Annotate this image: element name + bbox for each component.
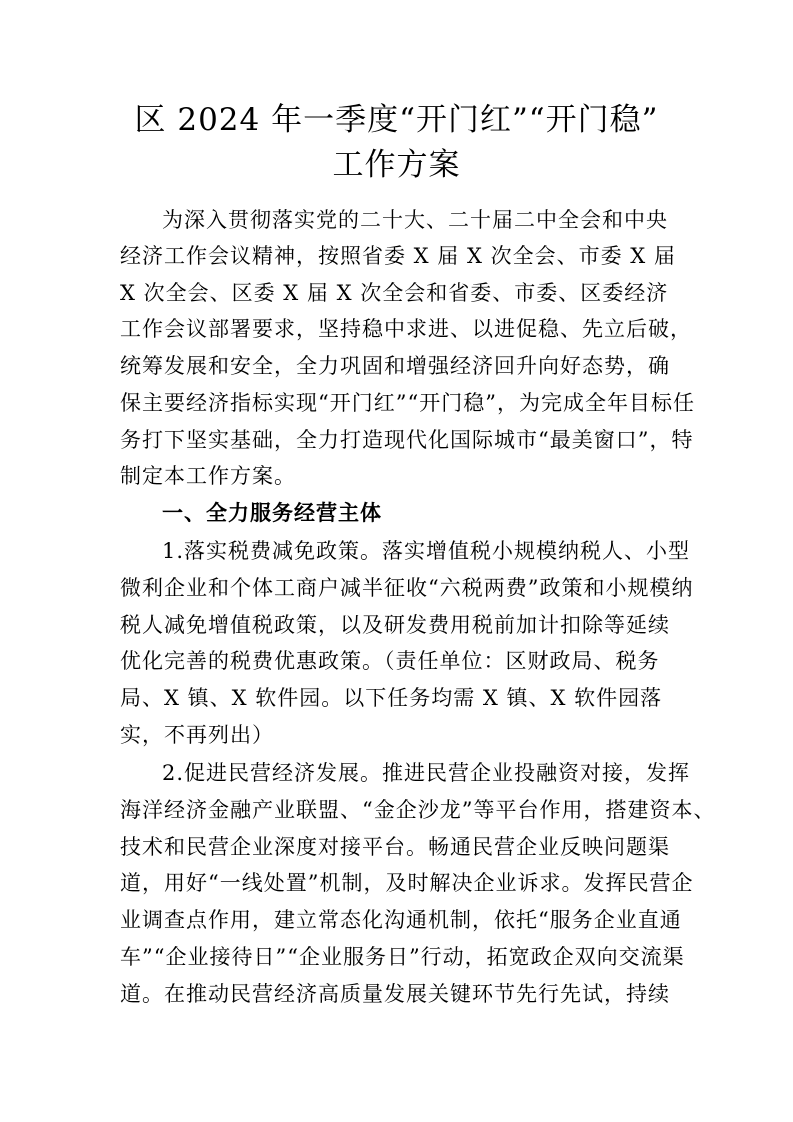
item1-line: 1.落实税费减免政策。落实增值税小规模纳税人、小型 — [162, 539, 691, 563]
item1-line: 局、X 镇、X 软件园。以下任务均需 X 镇、X 软件园落 — [120, 686, 663, 710]
item1-line: 税人减免增值税政策，以及研发费用税前加计扣除等延续 — [120, 613, 670, 637]
item1-line: 实，不再列出） — [120, 723, 274, 747]
intro-line: 务打下坚实基础，全力打造现代化国际城市“最美窗口”，特 — [120, 428, 694, 452]
item2-line: 业调查点作用，建立常态化沟通机制，依托“服务企业直通 — [120, 908, 682, 932]
document-title-line-2: 工作方案 — [332, 147, 461, 183]
intro-line: 统筹发展和安全，全力巩固和增强经济回升向好态势，确 — [120, 354, 670, 378]
intro-line: 制定本工作方案。 — [120, 464, 296, 488]
intro-line: 为深入贯彻落实党的二十大、二十届二中全会和中央 — [162, 208, 668, 232]
item1-line: 微利企业和个体工商户减半征收“六税两费”政策和小规模纳 — [120, 576, 694, 600]
intro-line: 工作会议部署要求，坚持稳中求进、以进促稳、先立后破， — [120, 317, 692, 341]
intro-line: 经济工作会议精神，按照省委 X 届 X 次全会、市委 X 届 — [120, 244, 676, 268]
item1-line: 优化完善的税费优惠政策。（责任单位：区财政局、税务 — [120, 649, 660, 673]
intro-line: 保主要经济指标实现“开门红”“开门稳”，为完成全年目标任 — [120, 391, 695, 415]
item2-line: 道。在推动民营经济高质量发展关键环节先行先试，持续 — [120, 982, 670, 1006]
intro-line: X 次全会、区委 X 届 X 次全会和省委、市委、区委经济 — [120, 281, 669, 305]
item2-line: 技术和民营企业深度对接平台。畅通民营企业反映问题渠 — [120, 835, 670, 859]
item2-line: 车”“企业接待日”“企业服务日”行动，拓宽政企双向交流渠 — [120, 945, 685, 969]
item2-line: 2.促进民营经济发展。推进民营企业投融资对接，发挥 — [162, 761, 691, 785]
item2-line: 海洋经济金融产业联盟、“金企沙龙”等平台作用，搭建资本、 — [120, 798, 716, 822]
section-heading: 一、全力服务经营主体 — [162, 501, 382, 525]
document-title-line-1: 区 2024 年一季度“开门红”“开门稳” — [134, 102, 659, 138]
item2-line: 道，用好“一线处置”机制，及时解决企业诉求。发挥民营企 — [120, 871, 694, 895]
